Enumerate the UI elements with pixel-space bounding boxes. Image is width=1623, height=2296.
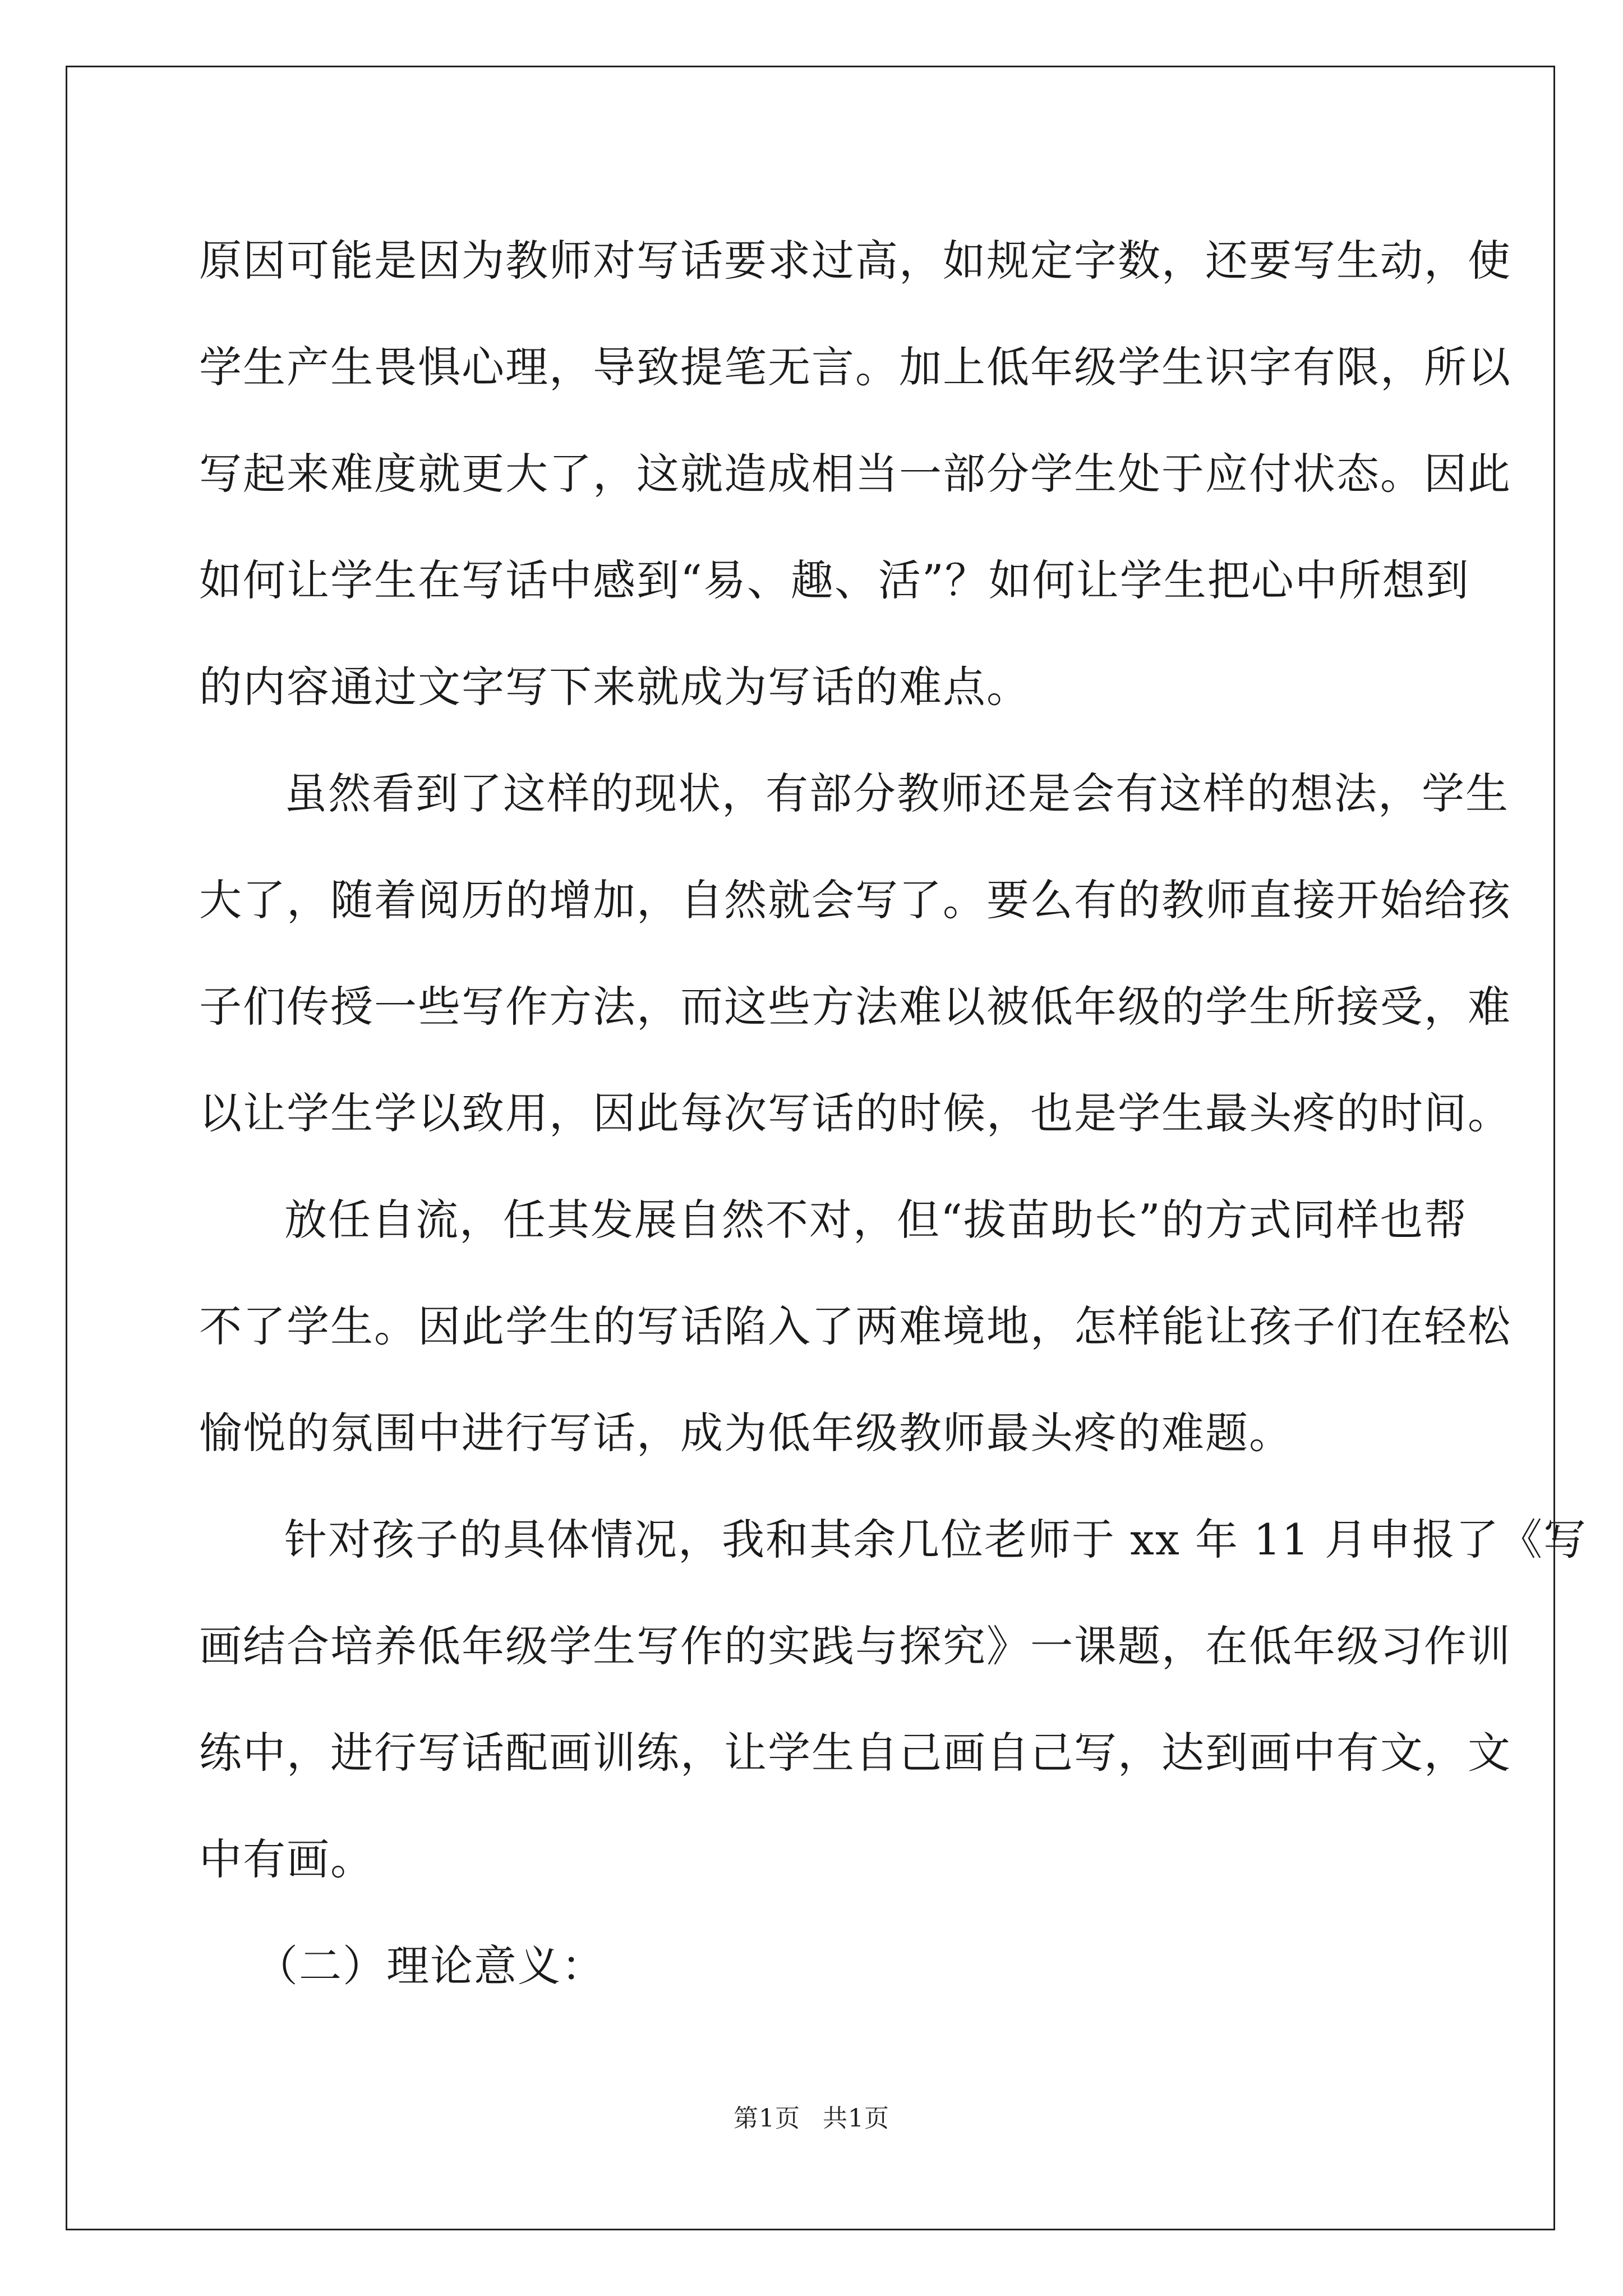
text-line: 画结合培养低年级学生写作的实践与探究》一课题，在低年级习作训 [199,1621,1511,1671]
text-line: 学生产生畏惧心理，导致提笔无言。加上低年级学生识字有限，所以 [199,342,1511,392]
text-line: 中有画。 [199,1834,374,1884]
paragraph-first-line: 虽然看到了这样的现状，有部分教师还是会有这样的想法，学生 [284,769,1509,818]
text-line: 以让学生学以致用，因此每次写话的时候，也是学生最头疼的时间。 [199,1088,1511,1138]
text-line: 不了学生。因此学生的写话陷入了两难境地，怎样能让孩子们在轻松 [199,1301,1511,1351]
text-line: 子们传授一些写作方法，而这些方法难以被低年级的学生所接受，难 [199,982,1511,1032]
text-line: 愉悦的氛围中进行写话，成为低年级教师最头疼的难题。 [199,1408,1293,1458]
text-line: 如何让学生在写话中感到“易、趣、活”？如何让学生把心中所想到 [199,555,1470,605]
page-total: 共1页 [823,2104,889,2133]
page-footer [0,2098,1623,2134]
section-heading: （二）理论意义： [255,1941,605,1991]
text-line: 大了，随着阅历的增加，自然就会写了。要么有的教师直接开始给孩 [199,875,1511,925]
text-line: 原因可能是因为教师对写话要求过高，如规定字数，还要写生动，使 [199,236,1511,286]
page-number: 第1页 [734,2104,800,2133]
paragraph-first-line: 放任自流，任其发展自然不对，但“拔苗助长”的方式同样也帮 [284,1195,1468,1245]
document-body [199,208,1588,2019]
text-line: 写起来难度就更大了，这就造成相当一部分学生处于应付状态。因此 [199,449,1511,499]
paragraph-first-line: 针对孩子的具体情况，我和其余几位老师于 xx 年 11 月申报了《写 [284,1515,1588,1565]
text-line: 练中，进行写话配画训练，让学生自己画自己写，达到画中有文，文 [199,1728,1511,1778]
text-line: 的内容通过文字写下来就成为写话的难点。 [199,662,1030,712]
